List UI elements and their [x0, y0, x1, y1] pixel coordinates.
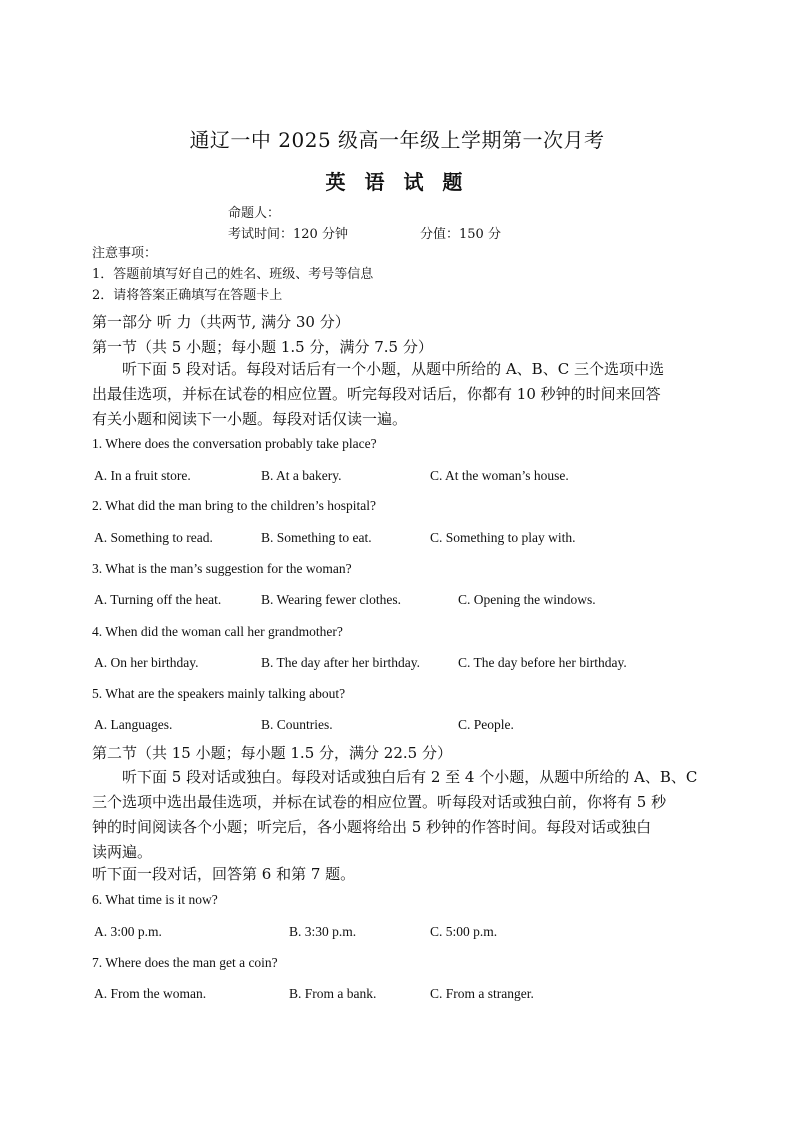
- option-1b: B. At a bakery.: [261, 468, 342, 483]
- option-7a: A. From the woman.: [94, 986, 207, 1001]
- option-6a: A. 3:00 p.m.: [94, 924, 162, 939]
- option-5c: C. People.: [458, 717, 514, 732]
- option-4a: A. On her birthday.: [94, 655, 199, 670]
- option-3b: B. Wearing fewer clothes.: [261, 592, 401, 607]
- option-2b: B. Something to eat.: [261, 530, 372, 545]
- part1-heading: 第一部分 听 力（共两节, 满分 30 分）: [92, 313, 350, 331]
- option-3a: A. Turning off the heat.: [94, 592, 222, 607]
- option-3c: C. Opening the windows.: [458, 592, 596, 607]
- instruction-line: 有关小题和阅读下一小题。每段对话仅读一遍。: [92, 410, 408, 428]
- question-4: 4. When did the woman call her grandmother?: [92, 624, 343, 639]
- notes-block: [92, 243, 373, 306]
- question-3: 3. What is the man’s suggestion for the woman?: [92, 561, 352, 576]
- section1-instructions: [92, 357, 732, 432]
- option-6c: C. 5:00 p.m.: [430, 924, 498, 939]
- option-4c: C. The day before her birthday.: [458, 655, 627, 670]
- option-2a: A. Something to read.: [94, 530, 213, 545]
- option-4b: B. The day after her birthday.: [261, 655, 420, 670]
- question-2: 2. What did the man bring to the children’s hospital?: [92, 498, 376, 513]
- notes-heading: 注意事项：: [92, 246, 158, 261]
- notes-item: 1．答题前填写好自己的姓名、班级、考号等信息: [92, 267, 374, 282]
- question-5: 5. What are the speakers mainly talking about?: [92, 686, 346, 701]
- instruction-line: 出最佳选项，并标在试卷的相应位置。听完每段对话后，你都有 10 秒钟的时间来回答: [92, 385, 661, 403]
- option-5b: B. Countries.: [261, 717, 333, 732]
- instruction-line: 钟的时间阅读各个小题；听完后，各小题将给出 5 秒钟的作答时间。每段对话或独白: [92, 818, 652, 836]
- option-2c: C. Something to play with.: [430, 530, 576, 545]
- section2-instructions: [92, 765, 742, 865]
- exam-subtitle: 英 语 试 题: [325, 170, 469, 194]
- option-7c: C. From a stranger.: [430, 986, 534, 1001]
- instruction-line: 听下面 5 段对话或独白。每段对话或独白后有 2 至 4 个小题，从题中所给的 A、B、C: [122, 768, 698, 786]
- notes-item: 2．请将答案正确填写在答题卡上: [92, 288, 283, 303]
- option-7b: B. From a bank.: [289, 986, 377, 1001]
- option-1a: A. In a fruit store.: [94, 468, 191, 483]
- instruction-line: 听下面 5 段对话。每段对话后有一个小题，从题中所给的 A、B、C 三个选项中选: [122, 360, 664, 378]
- section1-heading: 第一节（共 5 小题；每小题 1.5 分，满分 7.5 分）: [92, 338, 433, 356]
- section2-heading: 第二节（共 15 小题；每小题 1.5 分，满分 22.5 分）: [92, 744, 452, 762]
- exam-title: 通辽一中 2025 级高一年级上学期第一次月考: [189, 128, 605, 152]
- option-1c: C. At the woman’s house.: [430, 468, 569, 483]
- question-6: 6. What time is it now?: [92, 892, 218, 907]
- exam-score: 分值：150 分: [420, 227, 501, 242]
- question-7: 7. Where does the man get a coin?: [92, 955, 278, 970]
- option-6b: B. 3:30 p.m.: [289, 924, 357, 939]
- instruction-line: 读两遍。: [92, 843, 153, 861]
- dialog-intro: 听下面一段对话，回答第 6 和第 7 题。: [92, 865, 356, 883]
- author-label: 命题人：: [228, 206, 281, 221]
- option-5a: A. Languages.: [94, 717, 173, 732]
- question-1: 1. Where does the conversation probably take place?: [92, 436, 377, 451]
- exam-time: 考试时间：120 分钟: [228, 227, 348, 242]
- instruction-line: 三个选项中选出最佳选项，并标在试卷的相应位置。听每段对话或独白前，你将有 5 秒: [92, 793, 667, 811]
